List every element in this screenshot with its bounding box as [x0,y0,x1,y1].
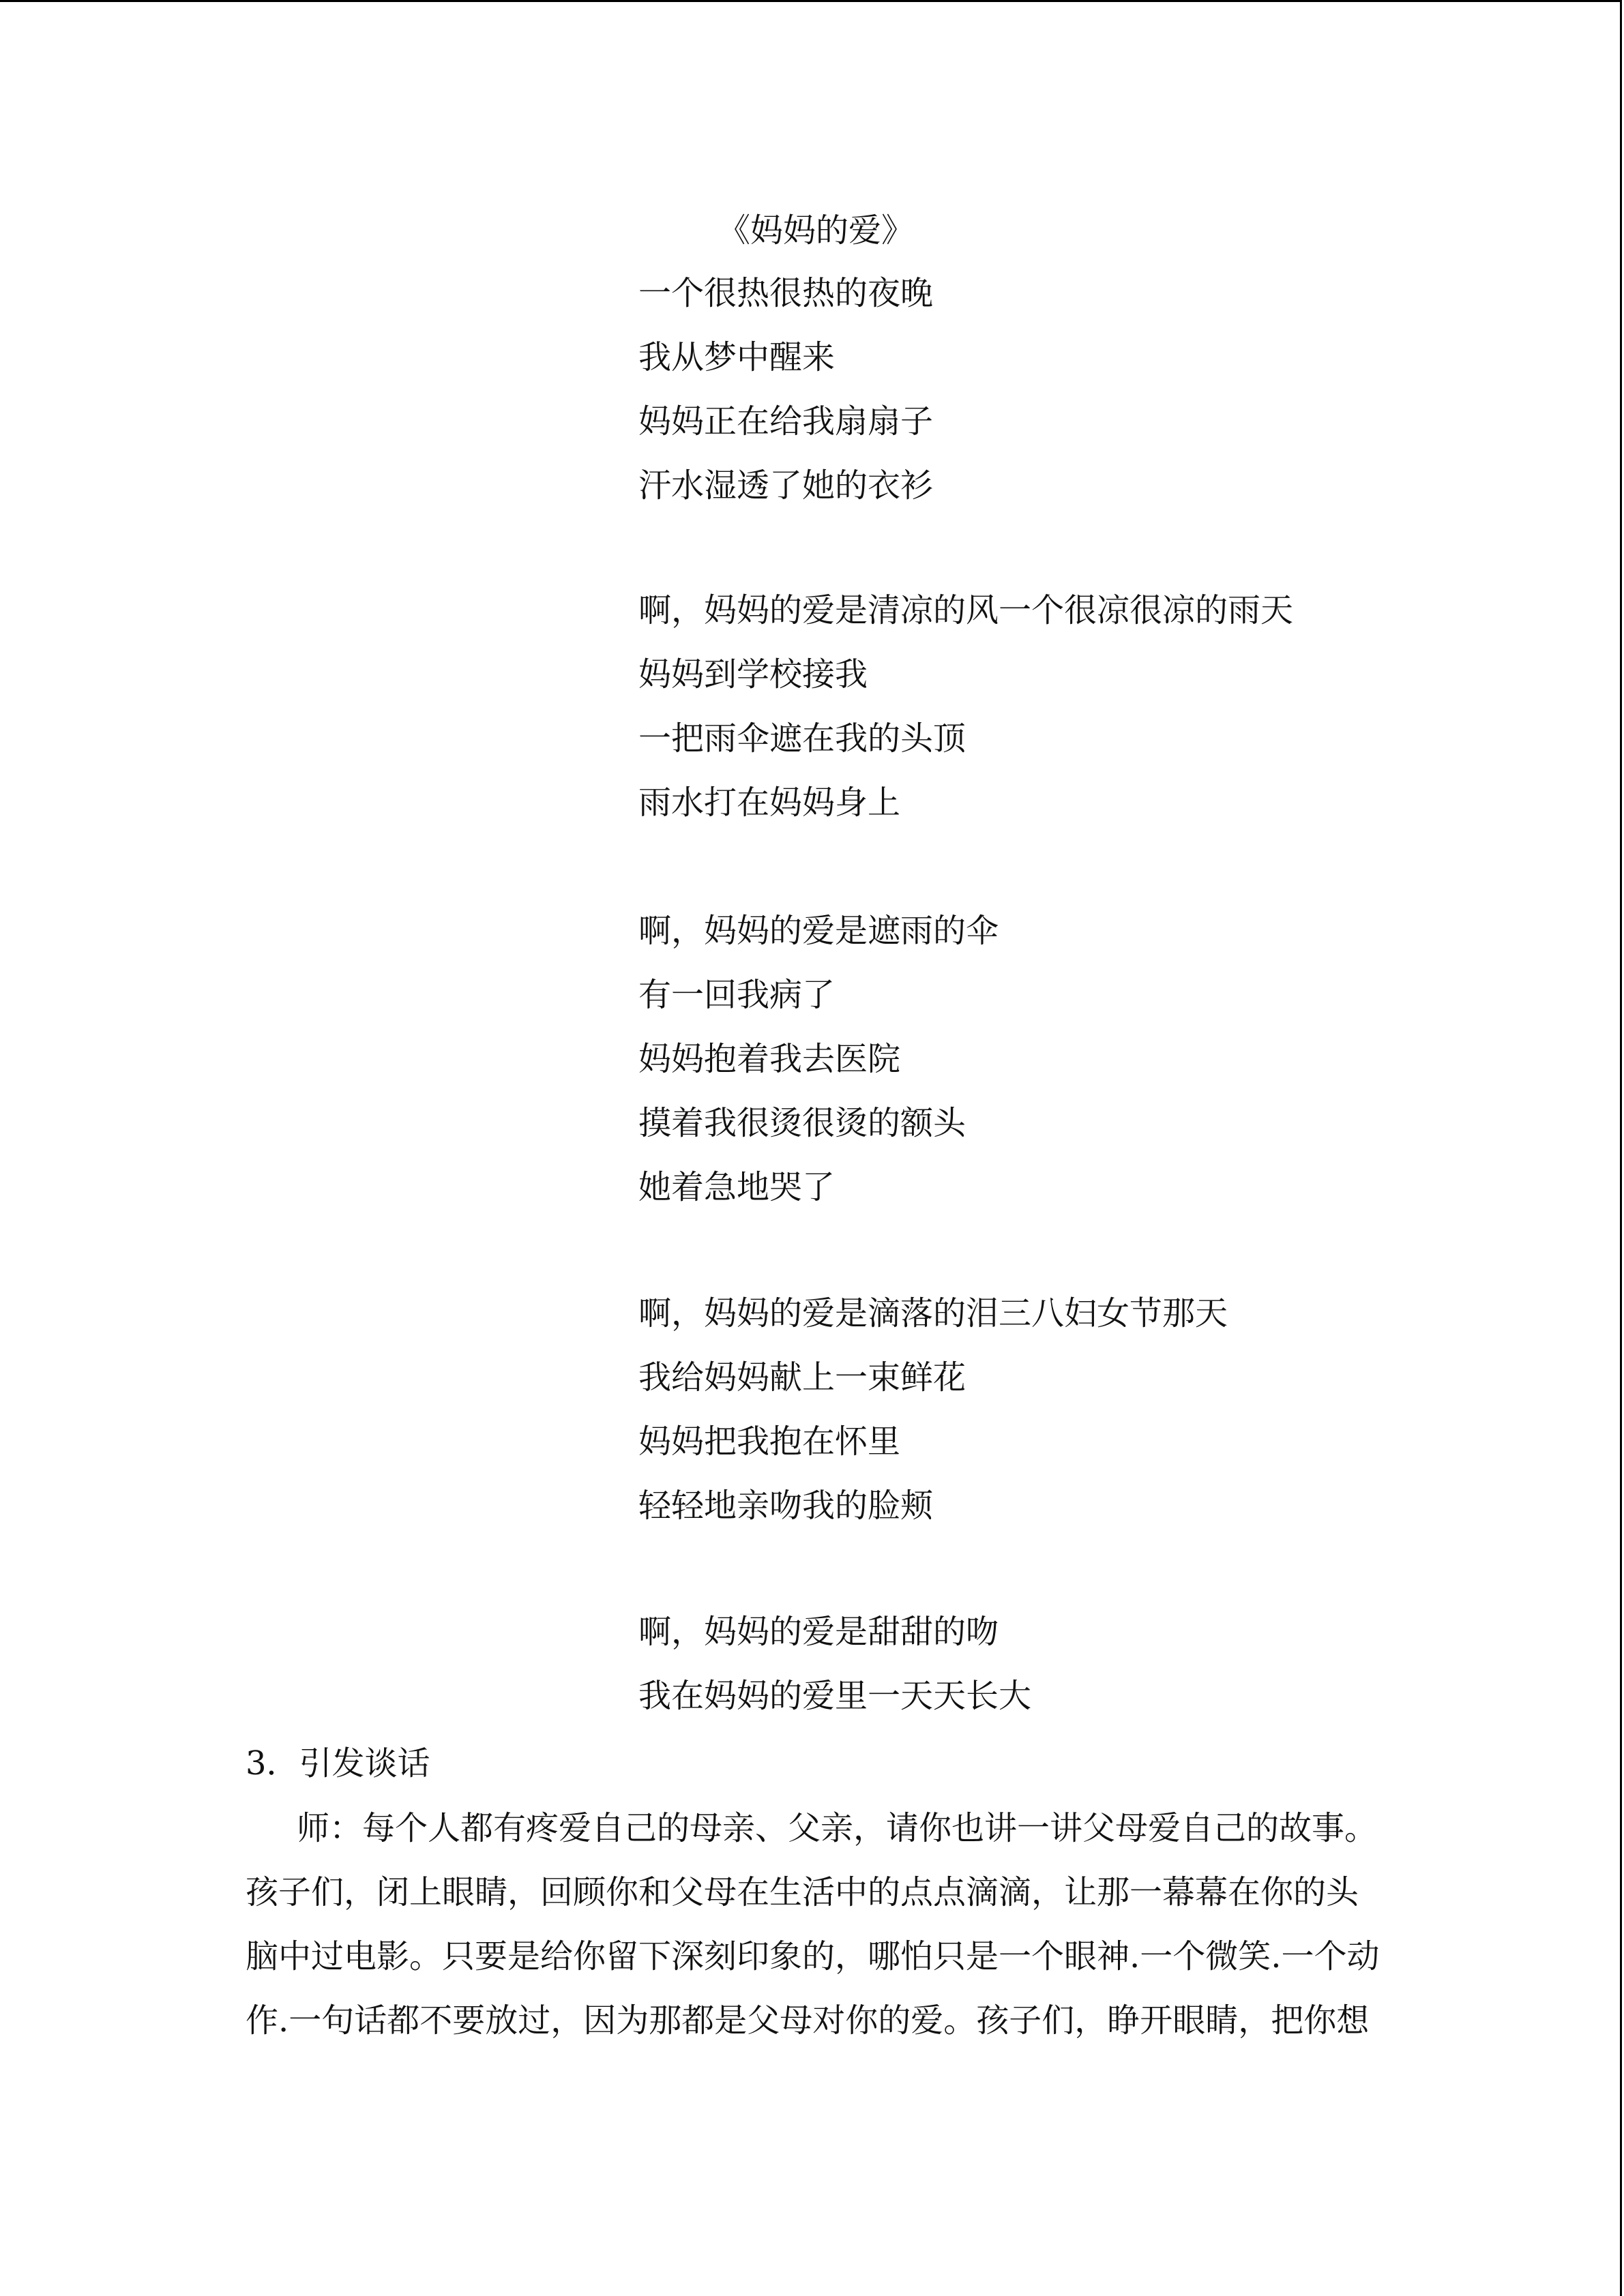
poem-stanza-2 [638,588,1457,844]
poem-line: 妈妈正在给我扇扇子 [638,402,934,441]
section-heading: 3．引发谈话 [246,1744,430,1783]
section-paragraph [246,1806,1380,2062]
poem-line: 我在妈妈的爱里一天天长大 [638,1677,1032,1715]
poem-line: 她着急地哭了 [638,1168,836,1206]
poem-stanza-5 [638,1609,1457,1738]
poem-line: 妈妈抱着我去医院 [638,1040,901,1078]
poem-line: 汗水湿透了她的衣衫 [638,466,934,505]
poem-line: 我从梦中醒来 [638,338,836,376]
poem-line: 我给妈妈献上一束鲜花 [638,1358,966,1397]
poem-line: 有一回我病了 [638,976,836,1014]
poem-line: 啊，妈妈的爱是滴落的泪三八妇女节那天 [638,1294,1228,1332]
poem-stanza-4 [638,1291,1457,1547]
poem-title: 《妈妈的爱》 [718,211,915,250]
paragraph-line: 师：每个人都有疼爱自己的母亲、父亲，请你也讲一讲父母爱自己的故事。 [297,1809,1378,1847]
poem-line: 一把雨伞遮在我的头顶 [638,719,966,758]
poem-line: 啊，妈妈的爱是甜甜的吻 [638,1613,999,1651]
poem-line: 啊，妈妈的爱是遮雨的伞 [638,912,999,950]
poem-line: 摸着我很烫很烫的额头 [638,1104,966,1142]
paragraph-line: 脑中过电影。只要是给你留下深刻印象的，哪怕只是一个眼神.一个微笑.一个动 [246,1937,1380,1976]
poem-line: 啊，妈妈的爱是清凉的风一个很凉很凉的雨天 [638,591,1294,629]
paragraph-line: 作.一句话都不要放过，因为那都是父母对你的爱。孩子们，睁开眼睛，把你想 [246,2001,1370,2040]
poem-line: 妈妈把我抱在怀里 [638,1422,901,1461]
poem-stanza-3 [638,908,1457,1229]
poem-line: 雨水打在妈妈身上 [638,784,901,822]
poem-line: 轻轻地亲吻我的脸颊 [638,1487,934,1525]
poem-line: 妈妈到学校接我 [638,655,868,694]
poem-line: 一个很热很热的夜晚 [638,274,934,312]
poem-stanza-1 [638,271,1457,527]
paragraph-line: 孩子们，闭上眼睛，回顾你和父母在生活中的点点滴滴，让那一幕幕在你的头 [246,1873,1359,1911]
